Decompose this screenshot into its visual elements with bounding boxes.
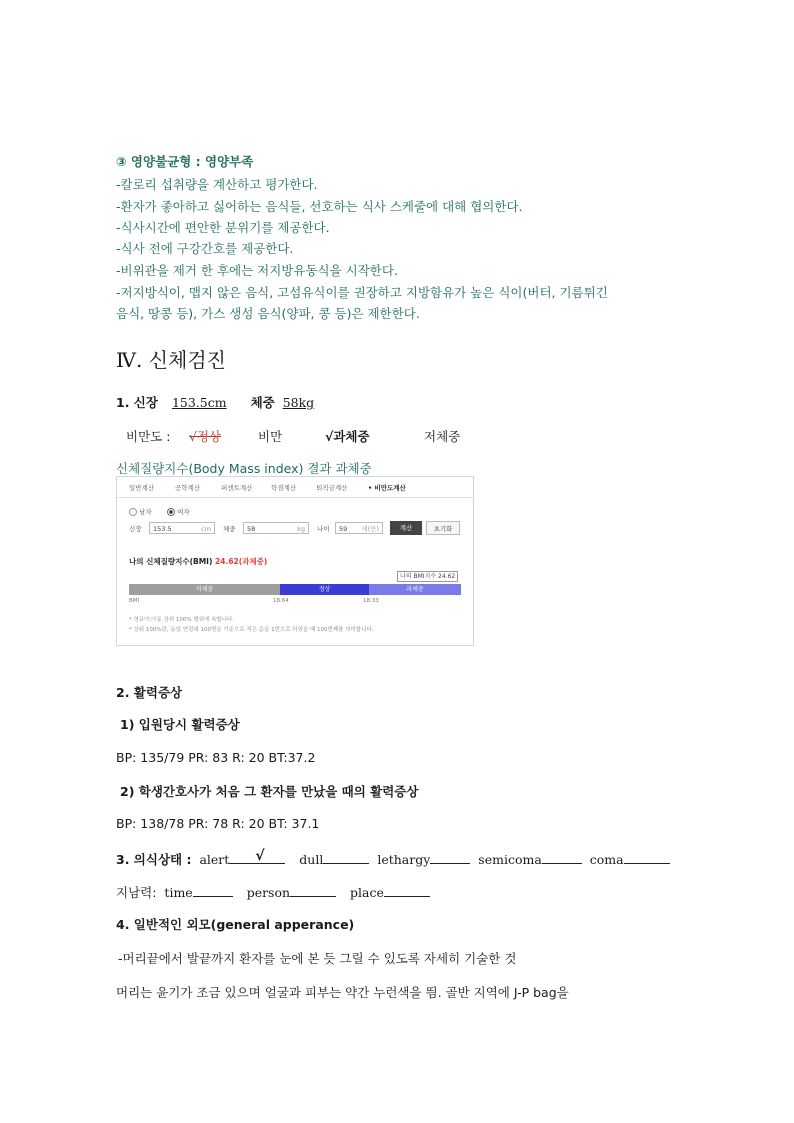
bmi-note: * 상위 100%란, 동일 연령대 100명을 기준으로 적은 순을 1번으로 하였을 때 100번째를 의미합니다.: [129, 627, 374, 633]
bmi-tick-1: 18.64: [273, 598, 289, 604]
obesity-underweight-option: 저체중: [424, 429, 461, 444]
semicoma-blank: [542, 851, 582, 864]
height-input[interactable]: [149, 522, 215, 534]
age-input[interactable]: [335, 522, 383, 534]
nutrition-line: 음식, 땅콩 등), 가스 생성 음식(양파, 콩 등)은 제한한다.: [116, 306, 420, 321]
height-value: 153.5cm: [171, 395, 227, 410]
person-blank: [290, 884, 336, 897]
obesity-overweight-option: √과체중: [325, 429, 370, 444]
bmi-caption: 신체질량지수(Body Mass index) 결과 과체중: [116, 461, 372, 476]
option-coma: coma: [589, 852, 624, 867]
calculator-tabs: [117, 477, 473, 498]
age-input-value: 59: [339, 525, 348, 533]
gender-female-radio[interactable]: [167, 507, 190, 516]
weight-input-value: 58: [247, 525, 256, 533]
check-mark: √: [255, 848, 265, 864]
vitals-admission-values: BP: 135/79 PR: 83 R: 20 BT:37.2: [116, 750, 316, 765]
section-title: Ⅳ. 신체검진: [116, 348, 226, 372]
weight-field-label: 체중: [223, 525, 236, 533]
nutrition-heading: ③ 영양불균형 : 영양부족: [116, 154, 254, 169]
appearance-text: 머리는 윤기가 조금 있으며 얼굴과 피부는 약간 누런색을 띔. 골반 지역에 J-P bag을: [116, 985, 569, 1000]
place-blank: [384, 884, 430, 897]
gender-female-label: 여자: [177, 508, 190, 516]
height-input-value: 153.5: [153, 525, 172, 533]
weight-label: 체중: [250, 395, 275, 410]
tab-severance[interactable]: 퇴직금계산: [316, 484, 348, 492]
nutrition-line: -비위관을 제거 한 후에는 저지방유동식을 시작한다.: [116, 263, 398, 278]
option-dull: dull: [299, 852, 324, 867]
nutrition-line: -환자가 좋아하고 싫어하는 음식들, 선호하는 식사 스케줄에 대해 협의한다.: [116, 199, 523, 214]
bmi-bar-underweight: 저체중: [129, 584, 280, 595]
coma-blank: [624, 851, 670, 864]
bmi-result: [129, 556, 267, 567]
option-semicoma: semicoma: [478, 852, 542, 867]
consciousness-title: 3. 의식상태 :: [116, 852, 192, 867]
orientation-time: time: [164, 885, 193, 900]
bmi-note: * 영유아,아동 상위 100% 범위에 속합니다.: [129, 617, 235, 623]
age-field-label: 나이: [317, 525, 330, 533]
bmi-result-value: 24.62(과체중): [215, 557, 268, 566]
obesity-obese-option: 비만: [258, 429, 283, 444]
nutrition-line: -식사 전에 구강간호를 제공한다.: [116, 241, 294, 256]
tab-engineering[interactable]: 공학계산: [175, 484, 201, 492]
vitals-admission-title: 1) 입원당시 활력증상: [120, 717, 240, 732]
orientation-person: person: [246, 885, 291, 900]
tab-general[interactable]: 일반계산: [129, 484, 155, 492]
measure-row: [116, 393, 314, 411]
my-bmi-marker: 나의 BMI지수 24.62: [397, 571, 458, 582]
option-alert: alert: [199, 852, 230, 867]
bmi-bar-overweight: 과체중: [369, 584, 461, 595]
dull-blank: [323, 851, 369, 864]
orientation-place: place: [350, 885, 384, 900]
bmi-tick-label: BMI: [129, 598, 140, 604]
orientation-label: 지남력:: [116, 885, 157, 900]
bmi-tick-2: 18.33: [363, 598, 379, 604]
appearance-title: 4. 일반적인 외모(general apperance): [116, 917, 355, 932]
reset-button[interactable]: 초기화: [426, 521, 460, 535]
orientation-row: [116, 883, 430, 901]
bmi-result-label: 나의 신체질량지수(BMI): [129, 557, 213, 566]
time-blank: [193, 884, 233, 897]
bmi-calculator: [116, 476, 474, 646]
vitals-title: 2. 활력증상: [116, 685, 183, 700]
radio-empty-icon: [129, 508, 137, 516]
weight-value: 58kg: [282, 395, 315, 410]
weight-input[interactable]: [243, 522, 309, 534]
weight-unit: kg: [297, 525, 305, 533]
height-label: 1. 신장: [116, 395, 158, 410]
gender-male-label: 남자: [139, 508, 152, 516]
calculate-button[interactable]: 계산: [390, 521, 422, 535]
nutrition-line: -저지방식이, 맵지 않은 음식, 고섬유식이를 권장하고 지방함유가 높은 식이(버터, 기름튀긴: [116, 285, 608, 300]
gender-male-radio[interactable]: [129, 507, 152, 516]
option-lethargy: lethargy: [377, 852, 431, 867]
vitals-student-title: 2) 학생간호사가 처음 그 환자를 만났을 때의 활력증상: [120, 784, 419, 799]
tab-percent[interactable]: 퍼센트계산: [221, 484, 253, 492]
tab-grade[interactable]: 학점계산: [271, 484, 297, 492]
obesity-label: 비만도 :: [126, 429, 171, 444]
age-unit: 세(만): [361, 525, 379, 533]
height-field-label: 신장: [129, 525, 142, 533]
appearance-instruction: -머리끝에서 발끝까지 환자를 눈에 본 듯 그릴 수 있도록 자세히 기술한 것: [118, 951, 517, 966]
bmi-bar-normal: 정상: [280, 584, 369, 595]
vitals-student-values: BP: 138/78 PR: 78 R: 20 BT: 37.1: [116, 816, 320, 831]
consciousness-row: [116, 850, 670, 868]
tab-bmi[interactable]: • 비만도계산: [368, 484, 406, 492]
radio-selected-icon: [167, 508, 175, 516]
alert-blank: [229, 848, 285, 864]
nutrition-line: -식사시간에 편안한 분위기를 제공한다.: [116, 220, 330, 235]
height-unit: cm: [201, 525, 211, 533]
lethargy-blank: [430, 851, 470, 864]
obesity-normal-option: √정상: [189, 429, 222, 444]
nutrition-line: -칼로리 섭취량을 계산하고 평가한다.: [116, 177, 318, 192]
